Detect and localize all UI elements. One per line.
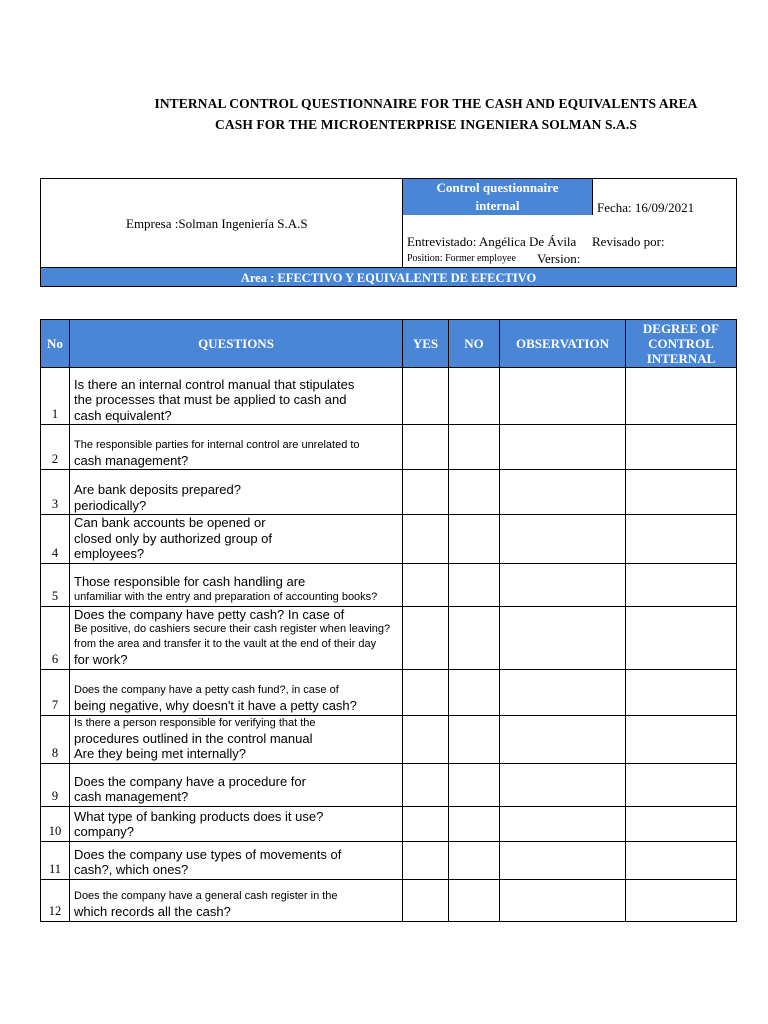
question-text	[70, 763, 403, 806]
yes-cell[interactable]	[403, 841, 449, 879]
observation-cell[interactable]	[500, 425, 626, 470]
question-text	[70, 425, 403, 470]
table-row	[41, 563, 737, 606]
observation-cell[interactable]	[500, 879, 626, 921]
header-divider	[592, 178, 593, 215]
question-line: Does the company have a procedure for	[74, 773, 306, 789]
observation-cell[interactable]	[500, 806, 626, 841]
question-line: cash?, which ones?	[74, 862, 189, 877]
observation-cell[interactable]	[500, 368, 626, 425]
position-field: Position: Former employee	[407, 253, 516, 264]
table-row	[41, 368, 737, 425]
question-text	[70, 563, 403, 606]
yes-cell[interactable]	[403, 368, 449, 425]
row-number: 3	[41, 470, 70, 515]
yes-cell[interactable]	[403, 669, 449, 715]
question-line: Does the company have petty cash? In case of	[74, 606, 345, 622]
observation-cell[interactable]	[500, 669, 626, 715]
area-banner: Area : EFECTIVO Y EQUIVALENTE DE EFECTIVO	[40, 267, 737, 287]
question-line: The responsible parties for internal control are unrelated to	[74, 438, 360, 451]
question-text	[70, 806, 403, 841]
degree-cell[interactable]	[626, 515, 737, 564]
question-text	[70, 715, 403, 763]
control-questionnaire-label: Control questionnaire internal	[403, 179, 592, 215]
row-number: 11	[41, 841, 70, 879]
question-line: Is there a person responsible for verifying that the	[74, 716, 316, 729]
no-cell[interactable]	[449, 606, 500, 669]
question-line: What type of banking products does it use?	[74, 808, 324, 824]
row-number: 1	[41, 368, 70, 425]
question-text	[70, 841, 403, 879]
company-name: Empresa :Solman Ingeniería S.A.S	[126, 216, 308, 231]
no-cell[interactable]	[449, 368, 500, 425]
interviewee-field: Entrevistado: Angélica De Ávila	[407, 234, 577, 249]
col-header-observation: OBSERVATION	[500, 320, 626, 368]
degree-cell[interactable]	[626, 763, 737, 806]
question-line: Does the company use types of movements of	[74, 846, 342, 862]
question-line: company?	[74, 824, 134, 839]
table-row	[41, 763, 737, 806]
yes-cell[interactable]	[403, 563, 449, 606]
no-cell[interactable]	[449, 470, 500, 515]
table-row	[41, 470, 737, 515]
question-line: Does the company have a general cash register in the	[74, 890, 338, 902]
question-line: Those responsible for cash handling are	[74, 574, 306, 589]
degree-cell[interactable]	[626, 368, 737, 425]
table-row	[41, 515, 737, 564]
question-text	[70, 515, 403, 564]
question-line: Is there an internal control manual that stipulates	[74, 376, 355, 392]
no-cell[interactable]	[449, 515, 500, 564]
question-line: Be positive, do cashiers secure their cash register when leaving?	[74, 623, 391, 635]
row-number: 6	[41, 606, 70, 669]
table-row	[41, 806, 737, 841]
degree-cell[interactable]	[626, 563, 737, 606]
question-line: for work?	[74, 652, 128, 667]
yes-cell[interactable]	[403, 470, 449, 515]
question-line: the processes that must be applied to cash and	[74, 392, 347, 407]
no-cell[interactable]	[449, 715, 500, 763]
col-header-no: No	[41, 320, 70, 368]
question-text	[70, 606, 403, 669]
header-info-box	[40, 178, 737, 288]
table-row	[41, 425, 737, 470]
no-cell[interactable]	[449, 879, 500, 921]
table-row	[41, 841, 737, 879]
document-title-line-2: CASH FOR THE MICROENTERPRISE INGENIERA SOLMAN S.A.S	[215, 117, 637, 132]
question-line: closed only by authorized group of	[74, 530, 273, 546]
degree-cell[interactable]	[626, 715, 737, 763]
question-line: cash management?	[74, 452, 189, 468]
question-text	[70, 879, 403, 921]
table-header-row	[41, 320, 737, 368]
reviewed-by-field: Revisado por:	[592, 234, 665, 249]
col-header-degree: DEGREE OF CONTROL INTERNAL	[626, 320, 737, 368]
row-number: 8	[41, 715, 70, 763]
observation-cell[interactable]	[500, 763, 626, 806]
row-number: 2	[41, 425, 70, 470]
question-text	[70, 470, 403, 515]
question-text	[70, 368, 403, 425]
question-line: cash management?	[74, 789, 189, 804]
row-number: 4	[41, 515, 70, 564]
question-line: employees?	[74, 546, 145, 561]
no-cell[interactable]	[449, 763, 500, 806]
observation-cell[interactable]	[500, 715, 626, 763]
degree-cell[interactable]	[626, 669, 737, 715]
no-cell[interactable]	[449, 669, 500, 715]
no-cell[interactable]	[449, 841, 500, 879]
question-text	[70, 669, 403, 715]
row-number: 12	[41, 879, 70, 921]
degree-cell[interactable]	[626, 470, 737, 515]
question-line: Can bank accounts be opened or	[74, 515, 266, 530]
question-line: Does the company have a petty cash fund?, in case of	[74, 684, 339, 696]
col-header-no-answer: NO	[449, 320, 500, 368]
yes-cell[interactable]	[403, 606, 449, 669]
yes-cell[interactable]	[403, 763, 449, 806]
yes-cell[interactable]	[403, 425, 449, 470]
col-header-questions: QUESTIONS	[70, 320, 403, 368]
degree-cell[interactable]	[626, 879, 737, 921]
observation-cell[interactable]	[500, 563, 626, 606]
observation-cell[interactable]	[500, 515, 626, 564]
col-header-yes: YES	[403, 320, 449, 368]
row-number: 7	[41, 669, 70, 715]
no-cell[interactable]	[449, 806, 500, 841]
question-line: from the area and transfer it to the vault at the end of their day	[74, 638, 377, 650]
question-line: which records all the cash?	[74, 904, 231, 919]
table-row	[41, 715, 737, 763]
question-line: periodically?	[74, 497, 147, 513]
degree-cell[interactable]	[626, 606, 737, 669]
questions-table	[40, 319, 737, 922]
observation-cell[interactable]	[500, 470, 626, 515]
row-number: 5	[41, 563, 70, 606]
yes-cell[interactable]	[403, 806, 449, 841]
question-line: being negative, why doesn't it have a petty cash?	[74, 698, 357, 713]
yes-cell[interactable]	[403, 879, 449, 921]
question-line: procedures outlined in the control manual	[74, 730, 313, 746]
table-row	[41, 669, 737, 715]
question-line: Are they being met internally?	[74, 746, 246, 761]
yes-cell[interactable]	[403, 715, 449, 763]
document-title-line-1: INTERNAL CONTROL QUESTIONNAIRE FOR THE CASH AND EQUIVALENTS AREA	[154, 96, 698, 111]
row-number: 9	[41, 763, 70, 806]
question-line: cash equivalent?	[74, 407, 172, 423]
table-row	[41, 879, 737, 921]
no-cell[interactable]	[449, 425, 500, 470]
observation-cell[interactable]	[500, 606, 626, 669]
degree-cell[interactable]	[626, 806, 737, 841]
observation-cell[interactable]	[500, 841, 626, 879]
degree-cell[interactable]	[626, 425, 737, 470]
question-line: unfamiliar with the entry and preparation of accounting books?	[74, 590, 378, 603]
date-field: Fecha: 16/09/2021	[597, 200, 695, 215]
no-cell[interactable]	[449, 563, 500, 606]
table-row	[41, 606, 737, 669]
question-line: Are bank deposits prepared?	[74, 482, 241, 497]
degree-cell[interactable]	[626, 841, 737, 879]
yes-cell[interactable]	[403, 515, 449, 564]
version-field: Version:	[537, 251, 581, 266]
row-number: 10	[41, 806, 70, 841]
